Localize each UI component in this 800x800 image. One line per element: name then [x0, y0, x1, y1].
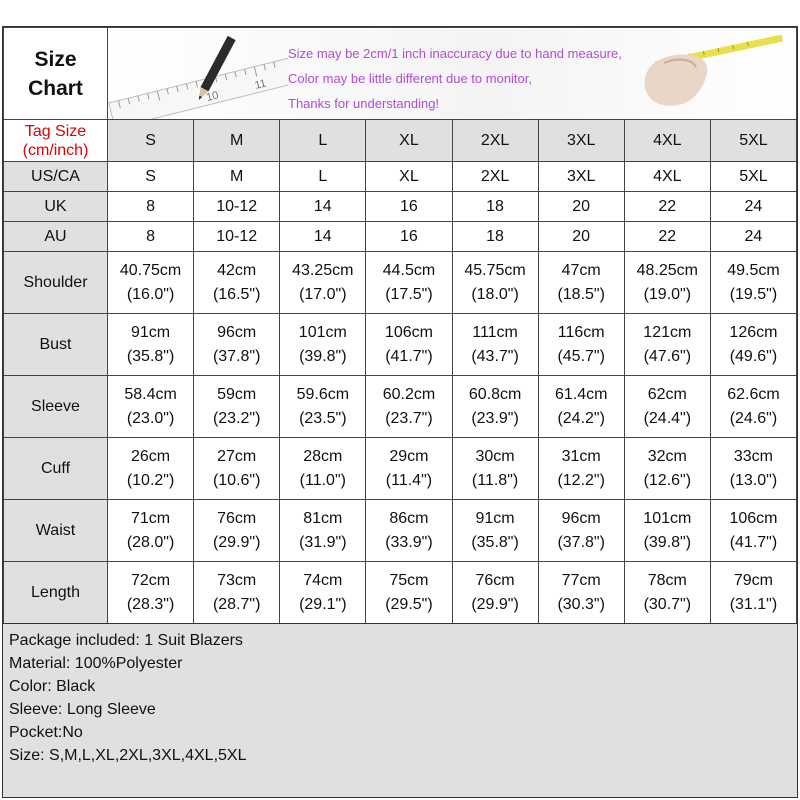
inch-value: (29.9")	[471, 595, 519, 613]
cm-value: 96cm	[217, 323, 257, 341]
ruler-number-10: 10	[205, 88, 220, 104]
info-sizes: Size: S,M,L,XL,2XL,3XL,4XL,5XL	[9, 747, 247, 764]
inch-value: (18.0")	[471, 285, 519, 303]
table-cell	[624, 252, 710, 314]
product-info-panel	[2, 623, 798, 798]
table-cell: 16	[366, 192, 452, 222]
inch-value: (12.2")	[557, 471, 605, 489]
row-label: US/CA	[4, 162, 108, 192]
table-cell: S	[108, 162, 194, 192]
table-cell	[194, 252, 280, 314]
table-cell	[538, 438, 624, 500]
tag-size-cell: 5XL	[710, 120, 796, 162]
row-label: Bust	[4, 314, 108, 376]
tag-size-label-line2: (cm/inch)	[22, 141, 89, 159]
table-cell: 8	[108, 192, 194, 222]
cm-value: 59cm	[217, 385, 257, 403]
inch-value: (24.6")	[729, 409, 778, 427]
table-cell	[366, 500, 452, 562]
inch-value: (23.7")	[385, 409, 433, 427]
table-cell: 5XL	[710, 162, 796, 192]
notice-line-1: Size may be 2cm/1 inch inaccuracy due to hand measure,	[288, 45, 622, 61]
inch-value: (37.8")	[557, 533, 605, 551]
table-cell: 4XL	[624, 162, 710, 192]
tag-size-cell: 2XL	[452, 120, 538, 162]
cm-value: 86cm	[389, 509, 429, 527]
inch-value: (10.2")	[126, 471, 175, 489]
table-cell	[452, 376, 538, 438]
tag-size-cell: XL	[366, 120, 452, 162]
table-cell	[280, 376, 366, 438]
table-cell	[538, 376, 624, 438]
cm-value: 111cm	[472, 323, 518, 341]
table-cell	[452, 252, 538, 314]
cm-value: 106cm	[729, 509, 778, 527]
tag-size-cell: L	[280, 120, 366, 162]
notice-line-2: Color may be little different due to monitor,	[288, 70, 532, 86]
cm-value: 58.4cm	[124, 385, 177, 403]
inch-value: (31.1")	[729, 595, 778, 613]
table-cell	[108, 562, 194, 624]
cm-value: 45.75cm	[464, 261, 526, 279]
inch-value: (18.5")	[557, 285, 605, 303]
cm-value: 116cm	[557, 323, 605, 341]
table-cell: 10-12	[194, 192, 280, 222]
chart-title-line2: Chart	[28, 76, 83, 100]
cm-value: 61.4cm	[554, 385, 608, 403]
inch-value: (47.6")	[643, 347, 692, 365]
cm-value: 96cm	[561, 509, 601, 527]
tag-size-label-line1: Tag Size	[24, 122, 87, 140]
inch-value: (11.0")	[299, 471, 346, 489]
inch-value: (31.9")	[299, 533, 347, 551]
row-label: Sleeve	[4, 376, 108, 438]
inch-value: (17.5")	[385, 285, 433, 303]
length-row	[4, 562, 797, 624]
cm-value: 28cm	[303, 447, 343, 465]
cm-value: 81cm	[303, 509, 343, 527]
cm-value: 126cm	[729, 323, 778, 341]
inch-value: (41.7")	[385, 347, 433, 365]
notice-banner	[108, 28, 797, 120]
table-cell	[366, 376, 452, 438]
row-label: Waist	[4, 500, 108, 562]
size-chart	[2, 26, 798, 625]
info-package: Package included: 1 Suit Blazers	[9, 632, 243, 649]
cm-value: 26cm	[131, 447, 171, 465]
table-cell	[710, 500, 796, 562]
row-label: Shoulder	[4, 252, 108, 314]
cm-value: 72cm	[131, 571, 171, 589]
inch-value: (35.8")	[471, 533, 519, 551]
table-cell: 22	[624, 222, 710, 252]
table-cell	[538, 562, 624, 624]
table-cell	[710, 438, 796, 500]
table-cell	[538, 500, 624, 562]
inch-value: (30.7")	[643, 595, 692, 613]
table-cell	[194, 438, 280, 500]
inch-value: (33.9")	[385, 533, 433, 551]
table-cell: 2XL	[452, 162, 538, 192]
inch-value: (28.7")	[212, 595, 261, 613]
table-cell	[108, 500, 194, 562]
table-cell	[624, 500, 710, 562]
tag-size-row	[4, 120, 797, 162]
inch-value: (35.8")	[126, 347, 175, 365]
header-row	[4, 28, 797, 120]
table-cell: L	[280, 162, 366, 192]
cm-value: 77cm	[561, 571, 601, 589]
inch-value: (28.0")	[126, 533, 175, 551]
cm-value: 27cm	[217, 447, 257, 465]
waist-row	[4, 500, 797, 562]
table-cell	[280, 314, 366, 376]
inch-value: (17.0")	[299, 285, 347, 303]
table-cell	[452, 438, 538, 500]
cm-value: 30cm	[475, 447, 515, 465]
table-cell: XL	[366, 162, 452, 192]
inch-value: (43.7")	[471, 347, 519, 365]
cm-value: 33cm	[733, 447, 773, 465]
table-cell: M	[194, 162, 280, 192]
cm-value: 79cm	[733, 571, 773, 589]
inch-value: (12.6")	[643, 471, 692, 489]
inch-value: (16.0")	[126, 285, 175, 303]
inch-value: (30.3")	[557, 595, 605, 613]
table-cell	[624, 376, 710, 438]
inch-value: (11.8")	[471, 471, 519, 489]
table-cell	[108, 252, 194, 314]
bust-row	[4, 314, 797, 376]
cm-value: 71cm	[131, 509, 171, 527]
table-cell: 14	[280, 192, 366, 222]
inch-value: (29.1")	[299, 595, 347, 613]
cm-value: 60.2cm	[382, 385, 436, 403]
sleeve-row	[4, 376, 797, 438]
cm-value: 42cm	[217, 261, 257, 279]
cm-value: 76cm	[475, 571, 515, 589]
table-cell: 22	[624, 192, 710, 222]
uk-row	[4, 192, 797, 222]
tag-size-cell: S	[108, 120, 194, 162]
cm-value: 44.5cm	[382, 261, 436, 279]
inch-value: (39.8")	[299, 347, 347, 365]
table-cell: 18	[452, 222, 538, 252]
chart-title-line1: Size	[34, 47, 77, 71]
inch-value: (37.8")	[212, 347, 261, 365]
size-table	[3, 27, 797, 624]
row-label: Length	[4, 562, 108, 624]
hand-measuring-tape-icon	[634, 35, 784, 115]
inch-value: (23.5")	[299, 409, 347, 427]
cm-value: 75cm	[389, 571, 429, 589]
cm-value: 121cm	[643, 323, 692, 341]
cm-value: 62cm	[647, 385, 687, 403]
inch-value: (29.5")	[385, 595, 433, 613]
table-cell	[194, 314, 280, 376]
cm-value: 78cm	[647, 571, 687, 589]
table-cell	[452, 562, 538, 624]
cm-value: 91cm	[131, 323, 171, 341]
table-cell	[710, 562, 796, 624]
table-cell	[194, 376, 280, 438]
table-cell	[452, 314, 538, 376]
inch-value: (24.2")	[557, 409, 605, 427]
table-cell	[624, 562, 710, 624]
cm-value: 47cm	[561, 261, 601, 279]
table-cell	[194, 562, 280, 624]
table-cell	[538, 252, 624, 314]
info-color: Color: Black	[9, 678, 96, 695]
table-cell: 10-12	[194, 222, 280, 252]
tag-size-cell: M	[194, 120, 280, 162]
cm-value: 32cm	[647, 447, 687, 465]
cm-value: 43.25cm	[292, 261, 354, 279]
notice-line-3: Thanks for understanding!	[288, 95, 440, 111]
shoulder-row	[4, 252, 797, 314]
table-cell	[624, 438, 710, 500]
table-cell	[366, 438, 452, 500]
table-cell	[194, 500, 280, 562]
table-cell	[280, 562, 366, 624]
table-cell	[280, 438, 366, 500]
inch-value: (29.9")	[212, 533, 261, 551]
row-label: Cuff	[4, 438, 108, 500]
row-label: UK	[4, 192, 108, 222]
table-cell	[366, 252, 452, 314]
table-cell: 14	[280, 222, 366, 252]
tag-size-cell: 3XL	[538, 120, 624, 162]
inch-value: (24.4")	[643, 409, 692, 427]
inch-value: (41.7")	[729, 533, 778, 551]
cm-value: 59.6cm	[296, 385, 350, 403]
table-cell: 20	[538, 222, 624, 252]
au-row	[4, 222, 797, 252]
cm-value: 40.75cm	[119, 261, 182, 279]
table-cell	[710, 252, 796, 314]
table-cell	[280, 252, 366, 314]
cm-value: 31cm	[561, 447, 601, 465]
cuff-row	[4, 438, 797, 500]
ruler-number-11: 11	[253, 77, 268, 92]
cm-value: 49.5cm	[727, 261, 780, 279]
table-cell	[366, 314, 452, 376]
tag-size-label	[4, 120, 108, 162]
cm-value: 106cm	[384, 323, 433, 341]
cm-value: 48.25cm	[636, 261, 698, 279]
table-cell: 8	[108, 222, 194, 252]
inch-value: (45.7")	[557, 347, 605, 365]
table-cell	[624, 314, 710, 376]
table-cell	[538, 314, 624, 376]
table-cell	[108, 438, 194, 500]
table-cell: 16	[366, 222, 452, 252]
info-pocket: Pocket:No	[9, 724, 83, 741]
cm-value: 74cm	[303, 571, 343, 589]
table-cell	[452, 500, 538, 562]
inch-value: (23.2")	[212, 409, 261, 427]
inch-value: (39.8")	[643, 533, 692, 551]
table-cell	[366, 562, 452, 624]
inch-value: (49.6")	[729, 347, 778, 365]
table-cell: 20	[538, 192, 624, 222]
table-cell: 24	[710, 222, 796, 252]
table-cell	[108, 314, 194, 376]
tag-size-cell: 4XL	[624, 120, 710, 162]
inch-value: (28.3")	[126, 595, 175, 613]
cm-value: 73cm	[217, 571, 257, 589]
inch-value: (23.0")	[126, 409, 175, 427]
cm-value: 101cm	[298, 323, 347, 341]
cm-value: 60.8cm	[468, 385, 522, 403]
chart-title	[4, 28, 108, 120]
table-cell: 24	[710, 192, 796, 222]
us-ca-row	[4, 162, 797, 192]
info-sleeve: Sleeve: Long Sleeve	[9, 701, 156, 718]
cm-value: 91cm	[475, 509, 515, 527]
cm-value: 76cm	[217, 509, 257, 527]
row-label: AU	[4, 222, 108, 252]
info-material: Material: 100%Polyester	[9, 655, 183, 672]
inch-value: (10.6")	[212, 471, 261, 489]
inch-value: (19.0")	[643, 285, 692, 303]
table-cell	[710, 376, 796, 438]
cm-value: 29cm	[389, 447, 429, 465]
cm-value: 101cm	[643, 509, 692, 527]
inch-value: (19.5")	[729, 285, 778, 303]
table-cell: 18	[452, 192, 538, 222]
table-cell	[710, 314, 796, 376]
inch-value: (13.0")	[729, 471, 778, 489]
inch-value: (11.4")	[385, 471, 433, 489]
inch-value: (16.5")	[212, 285, 261, 303]
table-cell	[108, 376, 194, 438]
cm-value: 62.6cm	[727, 385, 780, 403]
inch-value: (23.9")	[471, 409, 519, 427]
table-cell: 3XL	[538, 162, 624, 192]
ruler-pencil-icon	[108, 29, 288, 119]
table-cell	[280, 500, 366, 562]
